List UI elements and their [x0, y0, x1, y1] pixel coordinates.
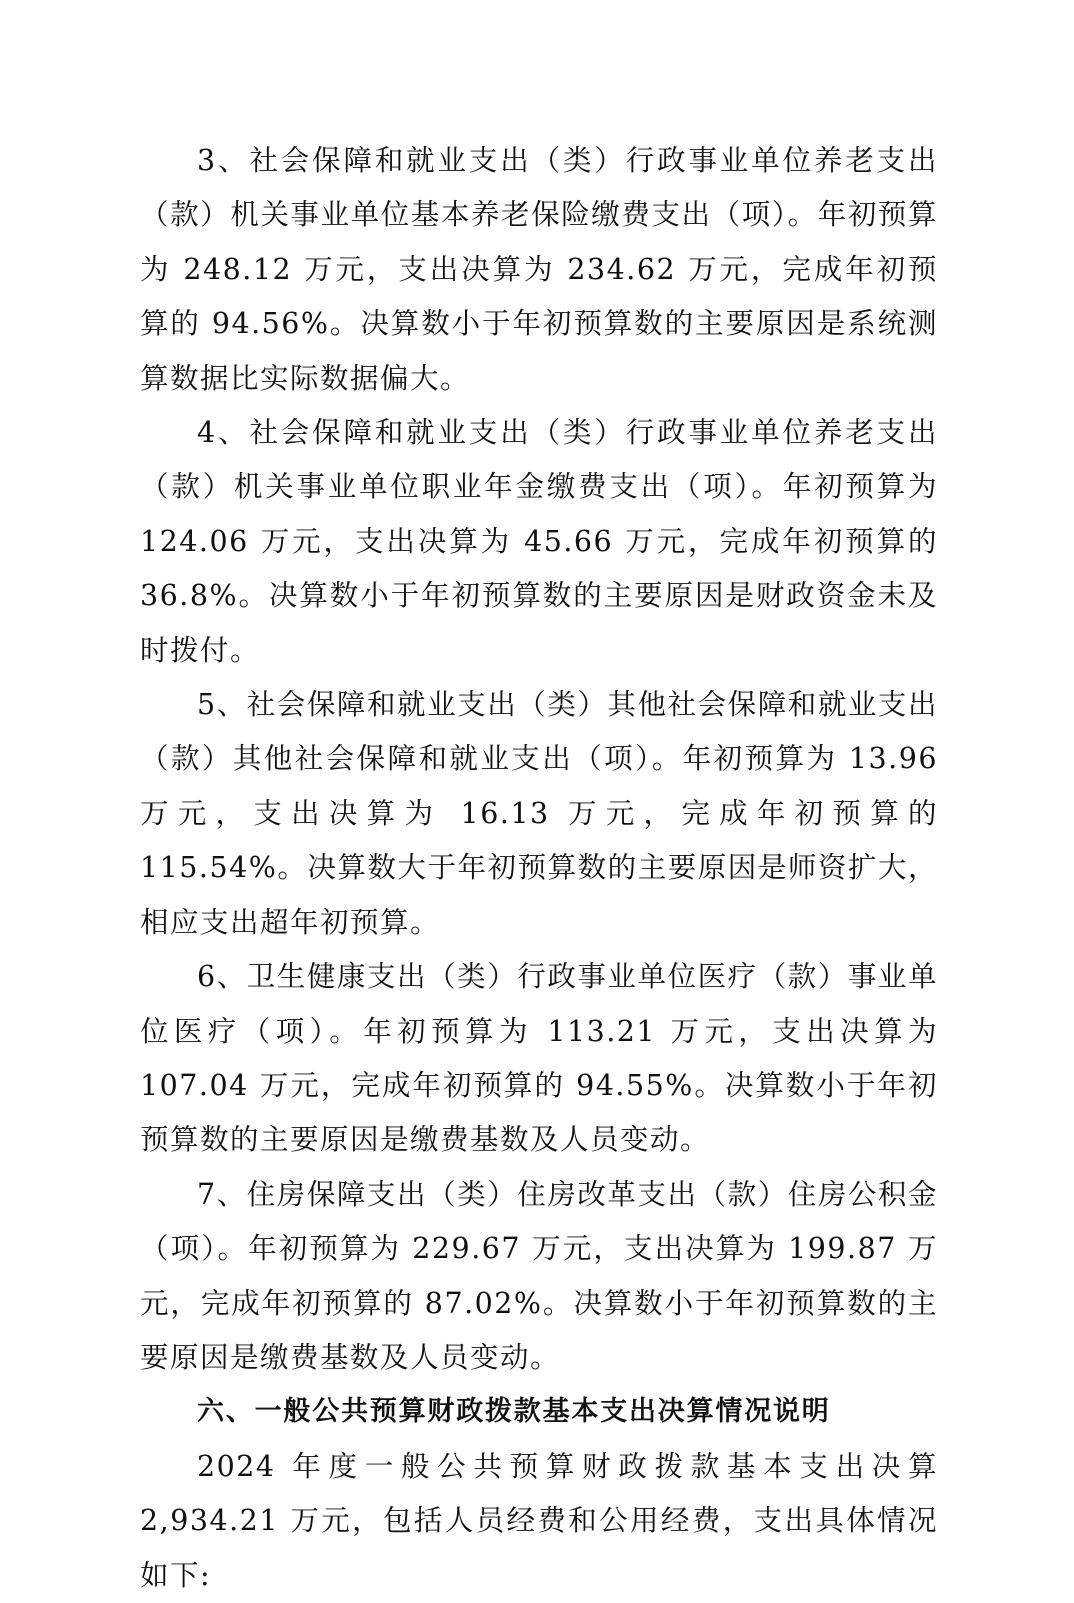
paragraph-item-7: 7、住房保障支出（类）住房改革支出（款）住房公积金（项）。年初预算为 229.67 万元，支出决算为 199.87 万元，完成年初预算的 87.02%。决算数小于年初预算数的主要原因是缴费基数及人员变动。 [140, 1177, 938, 1374]
paragraph-item-6: 6、卫生健康支出（类）行政事业单位医疗（款）事业单位医疗（项）。年初预算为 113.21 万元，支出决算为 107.04 万元，完成年初预算的 94.55%。决算数小于年初预算数的主要原因是缴费基数及人员变动。 [140, 960, 938, 1157]
section-heading: 六、一般公共预算财政拨款基本支出决算情况说明 [197, 1396, 831, 1428]
paragraph-item-5: 5、社会保障和就业支出（类）其他社会保障和就业支出（款）其他社会保障和就业支出（项）。年初预算为 13.96 万元，支出决算为 16.13 万元，完成年初预算的 115.54%。决算数大于年初预算数的主要原因是师资扩大，相应支出超年初预算。 [140, 688, 938, 939]
section-body: 2024 年度一般公共预算财政拨款基本支出决算 2,934.21 万元，包括人员经费和公用经费，支出具体情况如下: [140, 1449, 938, 1592]
paragraph-item-4: 4、社会保障和就业支出（类）行政事业单位养老支出（款）机关事业单位职业年金缴费支出（项）。年初预算为 124.06 万元，支出决算为 45.66 万元，完成年初预算的 36.8%。决算数小于年初预算数的主要原因是财政资金未及时拨付。 [140, 416, 938, 667]
document-body [140, 134, 938, 1603]
paragraph-item-3: 3、社会保障和就业支出（类）行政事业单位养老支出（款）机关事业单位基本养老保险缴费支出（项）。年初预算为 248.12 万元，支出决算为 234.62 万元，完成年初预算的 94.56%。决算数小于年初预算数的主要原因是系统测算数据比实际数据偏大。 [140, 144, 938, 395]
